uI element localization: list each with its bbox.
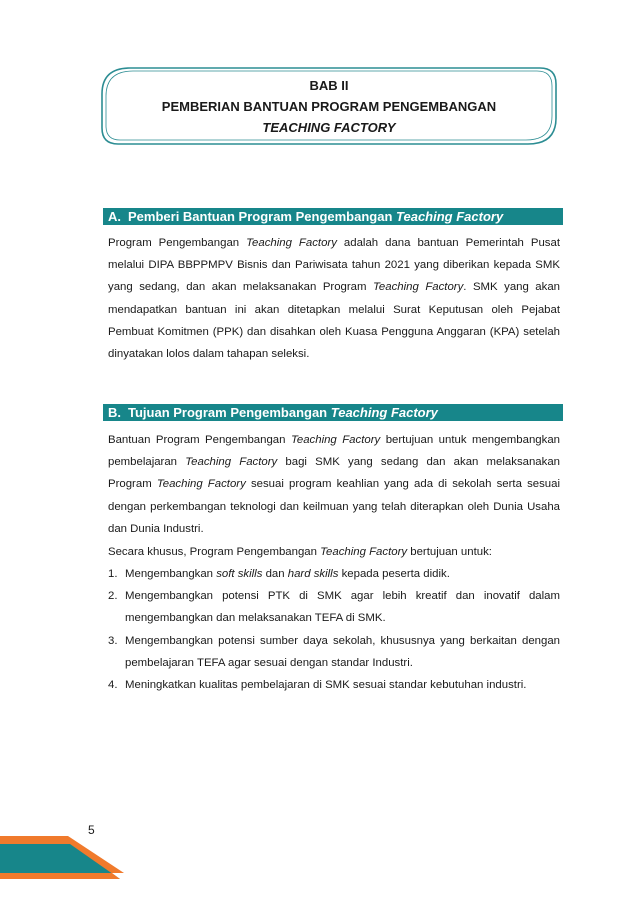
footer-stripes: [0, 834, 130, 903]
section-a-letter: A.: [108, 209, 121, 224]
list-item: [108, 674, 560, 696]
text-run: Bantuan Program Pengembangan: [108, 434, 286, 446]
list-item: [108, 563, 560, 585]
italic-term: Teaching Factory: [373, 281, 464, 294]
list-item: [108, 585, 560, 629]
italic-term: Teaching Factory: [246, 237, 337, 249]
text-run: Mengembangkan: [125, 568, 214, 580]
list-number: 2.: [108, 590, 118, 603]
italic-term: Teaching Factory: [320, 546, 408, 558]
list-text: Meningkatkan kualitas pembelajaran di SMK sesuai standar kebutuhan industri.: [125, 679, 527, 692]
section-b-heading-text: Tujuan Program Pengembangan: [128, 405, 328, 420]
list-number: 1.: [108, 568, 118, 580]
list-text: Mengembangkan potensi PTK di SMK agar lebih kreatif dan inovatif dalam mengembangkan dan melaksanakan TEFA di SMK.: [125, 590, 560, 625]
text-run: bertujuan untuk mengembangkan pembelajaran: [108, 434, 560, 469]
footer-decoration: [0, 834, 130, 908]
list-item: [108, 630, 560, 674]
italic-term: Teaching Factory: [185, 456, 278, 469]
text-run: kepada peserta didik.: [341, 568, 450, 580]
section-a-heading-italic: Teaching Factory: [396, 209, 504, 224]
section-b-heading: [103, 404, 563, 421]
chapter-title-box: [100, 66, 558, 146]
list-text: Mengembangkan potensi sumber daya sekolah, khususnya yang berkaitan dengan pembelajaran TEFA agar sesuai dengan standar Industri.: [125, 634, 560, 669]
objectives-list: [108, 563, 560, 696]
section-a-paragraph: [108, 232, 560, 365]
section-a-heading-text: Pemberi Bantuan Program Pengembangan: [128, 209, 393, 224]
text-run: adalah dana bantuan Pemerintah Pusat melalui DIPA BBPPMPV Bisnis dan Pariwisata tahun 2021 yang diberikan kepada SMK yang sedang, dan akan melaksanakan Program: [108, 237, 560, 294]
text-run: . SMK yang akan mendapatkan bantuan ini akan ditetapkan melalui Surat Keputusan oleh Pejabat Pembuat Komitmen (PPK) dan disahkan oleh Kuasa Pengguna Anggaran (KPA) setelah dinyatakan lolos dalam tahapan seleksi.: [108, 281, 561, 361]
text-run: sesuai program keahlian yang ada di sekolah serta sesuai dengan perkembangan teknologi dan keilmuan yang telah diterapkan oleh Dunia Usaha dan Dunia Industri.: [108, 478, 561, 535]
page-number: 5: [88, 823, 95, 837]
italic-term: soft skills: [216, 568, 263, 580]
italic-term: Teaching Factory: [290, 434, 381, 446]
text-run: Secara khusus, Program Pengembangan: [108, 546, 317, 558]
section-b-paragraph-2: [108, 541, 560, 563]
text-run: Program Pengembangan: [108, 237, 240, 249]
text-run: bertujuan untuk:: [410, 546, 492, 558]
section-b-letter: B.: [108, 405, 121, 420]
chapter-subtitle: TEACHING FACTORY: [262, 119, 396, 135]
section-b-heading-italic: Teaching Factory: [330, 405, 438, 420]
chapter-title: PEMBERIAN BANTUAN PROGRAM PENGEMBANGAN: [161, 98, 497, 114]
section-a-heading: [103, 208, 563, 225]
section-b-paragraph-1: [108, 429, 560, 540]
italic-term: hard skills: [287, 568, 339, 580]
italic-term: Teaching Factory: [156, 478, 246, 491]
list-number: 3.: [108, 634, 118, 647]
list-number: 4.: [108, 679, 118, 692]
chapter-label: BAB II: [309, 77, 349, 93]
text-run: bagi SMK yang sedang dan akan melaksanakan Program: [108, 456, 561, 491]
text-run: dan: [265, 568, 285, 580]
